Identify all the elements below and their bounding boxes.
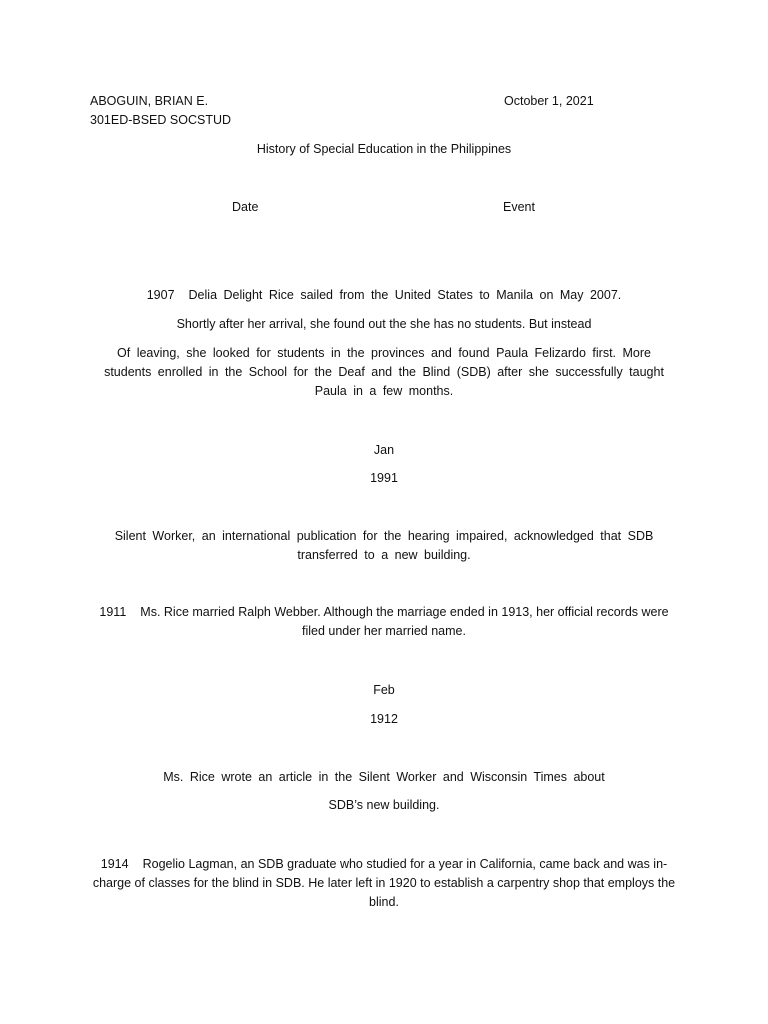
entry-month: Feb (373, 683, 395, 697)
entry-1914 (88, 855, 680, 912)
entry-1991-text: Silent Worker, an international publication for the hearing impaired, acknowledged that SDB transferred to a new building. (114, 529, 654, 562)
entry-month: Jan (373, 443, 395, 457)
entry-1907-line3: Of leaving, she looked for students in the provinces and found Paula Felizardo first. More students enrolled in the School for the Deaf and the Blind (SDB) after she successfully taught Paula in a few months. (104, 346, 664, 398)
entry-year: 1991 (370, 471, 398, 485)
entry-year: 1912 (370, 712, 398, 726)
author-name: ABOGUIN, BRIAN E. (90, 94, 209, 108)
entry-1911 (96, 603, 672, 641)
entry-text: Rogelio Lagman, an SDB graduate who studied for a year in California, came back and was in-charge of classes for the blind in SDB. He later left in 1920 to establish a carpentry shop that employs the blind. (92, 857, 676, 909)
column-header-date: Date (232, 200, 259, 214)
document-date: October 1, 2021 (504, 94, 594, 108)
entry-text: Delia Delight Rice sailed from the United States to Manila on May 2007. (188, 288, 622, 302)
entry-1907-line1 (80, 286, 688, 305)
entry-year: 1914 (100, 857, 129, 871)
column-header-event: Event (503, 200, 535, 214)
document-title: History of Special Education in the Philippines (256, 142, 512, 156)
entry-year: 1907 (146, 288, 175, 302)
course-code: 301ED-BSED SOCSTUD (90, 113, 232, 127)
entry-year: 1911 (99, 605, 127, 619)
entry-text: Ms. Rice married Ralph Webber. Although the marriage ended in 1913, her official records were filed under her married name. (140, 605, 669, 638)
entry-1912-line1: Ms. Rice wrote an article in the Silent Worker and Wisconsin Times about (163, 770, 605, 784)
entry-1907-line2: Shortly after her arrival, she found out the she has no students. But instead (176, 317, 592, 331)
entry-1912-line2: SDB’s new building. (328, 798, 440, 812)
